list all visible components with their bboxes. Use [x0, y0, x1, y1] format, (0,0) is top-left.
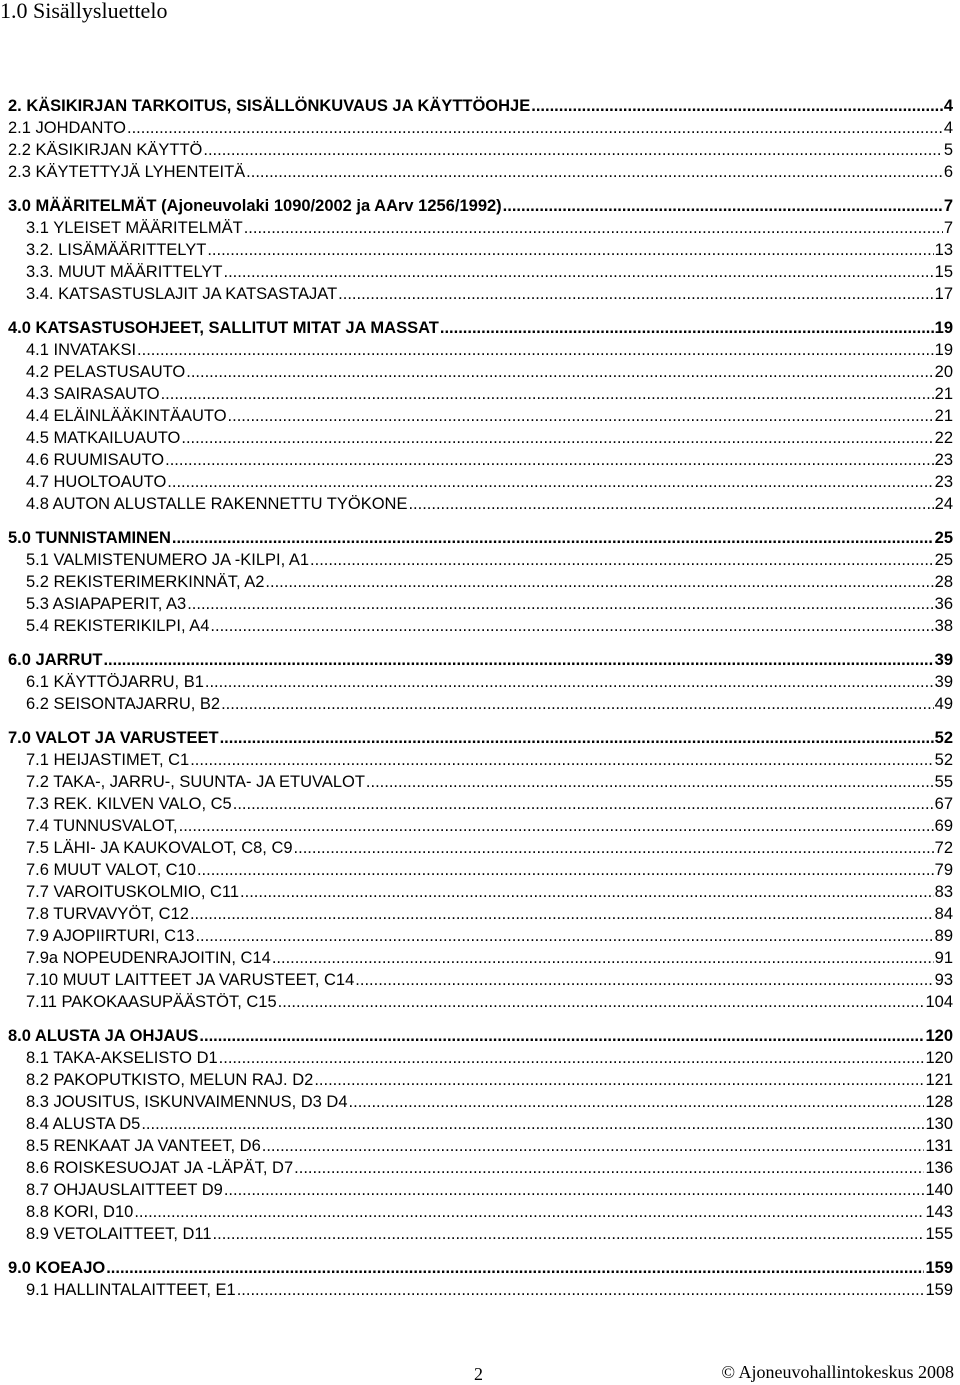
toc-entry[interactable]: [26, 1180, 953, 1200]
toc-leader-dots: [195, 926, 933, 946]
toc-entry[interactable]: [26, 494, 953, 514]
toc-entry-page: 38: [934, 617, 953, 635]
toc-entry-label: 6.0 JARRUT: [8, 651, 103, 669]
toc-entry-label: 4.7 HUOLTOAUTO: [26, 473, 167, 491]
toc-entry[interactable]: [26, 1136, 953, 1156]
toc-entry-label: 7.9a NOPEUDENRAJOITIN, C14: [26, 949, 271, 967]
toc-entry-page: 79: [934, 861, 953, 879]
toc-entry-page: 52: [934, 751, 953, 769]
toc-entry-page: 23: [934, 451, 953, 469]
toc-entry-page: 72: [934, 839, 953, 857]
toc-leader-dots: [179, 816, 934, 836]
copyright-notice: © Ajoneuvohallintokeskus 2008: [721, 1362, 954, 1382]
toc-entry-label: 9.0 KOEAJO: [8, 1259, 106, 1277]
toc-entry-label: 2.1 JOHDANTO: [8, 119, 126, 137]
toc-entry[interactable]: [26, 1224, 953, 1244]
toc-leader-dots: [240, 882, 934, 902]
toc-leader-dots: [272, 948, 934, 968]
toc-entry[interactable]: [26, 794, 953, 814]
toc-entry[interactable]: [26, 948, 953, 968]
toc-entry-label: 3.3. MUUT MÄÄRITTELYT: [26, 263, 223, 281]
toc-entry[interactable]: [26, 550, 953, 570]
toc-entry-label: 7.1 HEIJASTIMET, C1: [26, 751, 190, 769]
toc-entry[interactable]: [26, 1114, 953, 1134]
toc-entry[interactable]: [26, 284, 953, 304]
toc-entry[interactable]: [26, 340, 953, 360]
toc-entry[interactable]: [26, 772, 953, 792]
toc-entry-label: 7.9 AJOPIIRTURI, C13: [26, 927, 195, 945]
toc-entry[interactable]: [26, 694, 953, 714]
toc-entry[interactable]: [26, 572, 953, 592]
toc-entry-label: 3.4. KATSASTUSLAJIT JA KATSASTAJAT: [26, 285, 338, 303]
toc-leader-dots: [244, 218, 943, 238]
toc-entry-page: 19: [934, 341, 953, 359]
toc-entry-label: 8.9 VETOLAITTEET, D11: [26, 1225, 212, 1243]
toc-entry[interactable]: [8, 528, 953, 548]
toc-entry[interactable]: [8, 1258, 953, 1278]
toc-entry-label: 4.8 AUTON ALUSTALLE RAKENNETTU TYÖKONE: [26, 495, 408, 513]
toc-entry-page: 21: [934, 407, 953, 425]
toc-entry-page: 159: [925, 1281, 953, 1299]
toc-entry-page: 67: [934, 795, 953, 813]
toc-entry[interactable]: [26, 594, 953, 614]
toc-entry-page: 25: [934, 551, 953, 569]
toc-entry[interactable]: [26, 362, 953, 382]
toc-leader-dots: [190, 750, 933, 770]
toc-entry-label: 8.6 ROISKESUOJAT JA -LÄPÄT, D7: [26, 1159, 294, 1177]
toc-entry-label: 8.3 JOUSITUS, ISKUNVAIMENNUS, D3 D4: [26, 1093, 348, 1111]
toc-entry-page: 39: [934, 651, 953, 669]
toc-leader-dots: [199, 1026, 924, 1046]
toc-entry-page: 4: [943, 119, 953, 137]
toc-entry-label: 2.3 KÄYTETTYJÄ LYHENTEITÄ: [8, 163, 246, 181]
toc-entry[interactable]: [8, 140, 953, 160]
toc-leader-dots: [127, 118, 943, 138]
toc-entry[interactable]: [26, 616, 953, 636]
toc-entry[interactable]: [26, 926, 953, 946]
toc-entry-page: 93: [934, 971, 953, 989]
toc-leader-dots: [197, 860, 934, 880]
toc-entry-label: 8.7 OHJAUSLAITTEET D9: [26, 1181, 223, 1199]
toc-entry-label: 5.2 REKISTERIMERKINNÄT, A2: [26, 573, 265, 591]
toc-leader-dots: [103, 650, 933, 670]
toc-entry-page: 140: [925, 1181, 953, 1199]
toc-entry-page: 36: [934, 595, 953, 613]
toc-entry-label: 4.6 RUUMISAUTO: [26, 451, 165, 469]
toc-entry[interactable]: [26, 218, 953, 238]
toc-leader-dots: [167, 472, 933, 492]
toc-leader-dots: [219, 1048, 925, 1068]
toc-leader-dots: [213, 1224, 925, 1244]
toc-entry-page: 4: [943, 97, 953, 115]
toc-leader-dots: [338, 284, 933, 304]
toc-entry[interactable]: [8, 650, 953, 670]
toc-entry-label: 7.2 TAKA-, JARRU-, SUUNTA- JA ETUVALOT: [26, 773, 365, 791]
page-number: 2: [474, 1364, 483, 1384]
toc-entry[interactable]: [26, 1202, 953, 1222]
toc-entry-label: 5.1 VALMISTENUMERO JA -KILPI, A1: [26, 551, 310, 569]
toc-entry[interactable]: [26, 1158, 953, 1178]
toc-leader-dots: [187, 594, 933, 614]
toc-entry-label: 2. KÄSIKIRJAN TARKOITUS, SISÄLLÖNKUVAUS JA KÄYTTÖOHJE: [8, 97, 531, 115]
toc-entry-page: 91: [934, 949, 953, 967]
toc-entry[interactable]: [26, 992, 953, 1012]
toc-entry-label: 7.6 MUUT VALOT, C10: [26, 861, 196, 879]
toc-entry-page: 83: [934, 883, 953, 901]
toc-entry-page: 39: [934, 673, 953, 691]
toc-entry-label: 4.1 INVATAKSI: [26, 341, 137, 359]
toc-entry[interactable]: [26, 384, 953, 404]
toc-entry[interactable]: [26, 1048, 953, 1068]
toc-entry-page: 5: [943, 141, 953, 159]
toc-leader-dots: [310, 550, 934, 570]
toc-entry-page: 52: [934, 729, 953, 747]
toc-leader-dots: [265, 572, 933, 592]
toc-leader-dots: [220, 728, 934, 748]
toc-entry-page: 7: [943, 219, 953, 237]
toc-entry-page: 84: [934, 905, 953, 923]
toc-entry[interactable]: [8, 96, 953, 116]
toc-entry-label: 3.1 YLEISET MÄÄRITELMÄT: [26, 219, 243, 237]
toc-entry-label: 7.3 REK. KILVEN VALO, C5: [26, 795, 232, 813]
toc-entry-label: 8.4 ALUSTA D5: [26, 1115, 141, 1133]
toc-entry-label: 6.1 KÄYTTÖJARRU, B1: [26, 673, 204, 691]
toc-leader-dots: [233, 794, 934, 814]
toc-entry-label: 8.0 ALUSTA JA OHJAUS: [8, 1027, 199, 1045]
toc-entry[interactable]: [8, 728, 953, 748]
toc-entry-page: 131: [925, 1137, 953, 1155]
toc-entry-page: 159: [925, 1259, 953, 1277]
toc-entry[interactable]: [8, 162, 953, 182]
toc-leader-dots: [207, 240, 933, 260]
toc-entry-label: 7.11 PAKOKAASUPÄÄSTÖT, C15: [26, 993, 277, 1011]
toc-entry-page: 23: [934, 473, 953, 491]
toc-entry-label: 7.10 MUUT LAITTEET JA VARUSTEET, C14: [26, 971, 355, 989]
toc-entry-label: 5.4 REKISTERIKILPI, A4: [26, 617, 210, 635]
toc-entry-label: 3.0 MÄÄRITELMÄT (Ajoneuvolaki 1090/2002 ja AArv 1256/1992): [8, 197, 502, 215]
toc-leader-dots: [106, 1258, 924, 1278]
toc-entry-page: 13: [934, 241, 953, 259]
toc-leader-dots: [294, 838, 934, 858]
toc-entry[interactable]: [8, 1026, 953, 1046]
toc-entry-label: 4.4 ELÄINLÄÄKINTÄAUTO: [26, 407, 227, 425]
toc-entry-label: 7.4 TUNNUSVALOT,: [26, 817, 178, 835]
toc-entry[interactable]: [26, 970, 953, 990]
toc-entry-page: 130: [925, 1115, 953, 1133]
toc-leader-dots: [503, 196, 943, 216]
toc-leader-dots: [262, 1136, 925, 1156]
toc-entry[interactable]: [26, 882, 953, 902]
toc-leader-dots: [165, 450, 934, 470]
toc-entry[interactable]: [26, 904, 953, 924]
toc-leader-dots: [314, 1070, 924, 1090]
toc-entry-page: 155: [925, 1225, 953, 1243]
toc-entry[interactable]: [8, 196, 953, 216]
toc-entry-label: 5.3 ASIAPAPERIT, A3: [26, 595, 187, 613]
toc-entry-page: 24: [934, 495, 953, 513]
toc-leader-dots: [190, 904, 934, 924]
toc-entry[interactable]: [26, 816, 953, 836]
toc-entry-page: 89: [934, 927, 953, 945]
toc-entry[interactable]: [26, 838, 953, 858]
toc-leader-dots: [531, 96, 943, 116]
toc-leader-dots: [203, 140, 942, 160]
toc-entry-label: 6.2 SEISONTAJARRU, B2: [26, 695, 221, 713]
toc-entry-label: 3.2. LISÄMÄÄRITTELYT: [26, 241, 207, 259]
toc-entry[interactable]: [26, 860, 953, 880]
toc-leader-dots: [366, 772, 934, 792]
toc-entry[interactable]: [26, 1280, 953, 1300]
toc-entry-page: 7: [943, 197, 953, 215]
toc-leader-dots: [181, 428, 933, 448]
toc-entry-page: 22: [934, 429, 953, 447]
toc-entry[interactable]: [26, 1070, 953, 1090]
toc-leader-dots: [224, 262, 934, 282]
toc-entry[interactable]: [26, 750, 953, 770]
toc-entry-label: 9.1 HALLINTALAITTEET, E1: [26, 1281, 236, 1299]
toc-entry-page: 136: [925, 1159, 953, 1177]
toc-entry-page: 121: [925, 1071, 953, 1089]
toc-leader-dots: [408, 494, 933, 514]
toc-entry-label: 8.8 KORI, D10: [26, 1203, 134, 1221]
toc-leader-dots: [349, 1092, 925, 1112]
toc-leader-dots: [440, 318, 934, 338]
toc-entry-label: 7.8 TURVAVYÖT, C12: [26, 905, 189, 923]
toc-entry-page: 143: [925, 1203, 953, 1221]
toc-entry-label: 8.2 PAKOPUTKISTO, MELUN RAJ. D2: [26, 1071, 314, 1089]
toc-entry-page: 17: [934, 285, 953, 303]
toc-leader-dots: [186, 362, 933, 382]
toc-entry-page: 25: [934, 529, 953, 547]
toc-entry-page: 69: [934, 817, 953, 835]
toc-leader-dots: [134, 1202, 924, 1222]
toc-entry[interactable]: [8, 118, 953, 138]
toc-entry-page: 128: [925, 1093, 953, 1111]
toc-entry-page: 55: [934, 773, 953, 791]
toc-leader-dots: [205, 672, 934, 692]
toc-entry-label: 7.0 VALOT JA VARUSTEET: [8, 729, 219, 747]
toc-leader-dots: [246, 162, 943, 182]
toc-entry-label: 4.0 KATSASTUSOHJEET, SALLITUT MITAT JA MASSAT: [8, 319, 439, 337]
page-title: 1.0 Sisällysluettelo: [0, 0, 168, 23]
toc-entry[interactable]: [26, 450, 953, 470]
toc-entry-label: 8.1 TAKA-AKSELISTO D1: [26, 1049, 218, 1067]
toc-leader-dots: [137, 340, 934, 360]
toc-entry[interactable]: [26, 428, 953, 448]
toc-entry-label: 8.5 RENKAAT JA VANTEET, D6: [26, 1137, 261, 1155]
toc-entry-label: 7.5 LÄHI- JA KAUKOVALOT, C8, C9: [26, 839, 293, 857]
toc-entry-page: 19: [934, 319, 953, 337]
toc-entry[interactable]: [26, 240, 953, 260]
toc-leader-dots: [278, 992, 925, 1012]
toc-leader-dots: [141, 1114, 924, 1134]
toc-entry-label: 4.2 PELASTUSAUTO: [26, 363, 186, 381]
toc-entry-page: 49: [934, 695, 953, 713]
toc-entry-label: 2.2 KÄSIKIRJAN KÄYTTÖ: [8, 141, 203, 159]
toc-leader-dots: [237, 1280, 925, 1300]
toc-leader-dots: [161, 384, 934, 404]
toc-entry-page: 15: [934, 263, 953, 281]
toc-entry-page: 21: [934, 385, 953, 403]
toc-leader-dots: [294, 1158, 924, 1178]
toc-entry[interactable]: [26, 672, 953, 692]
toc-leader-dots: [172, 528, 934, 548]
toc-entry-page: 28: [934, 573, 953, 591]
toc-entry-label: 7.7 VAROITUSKOLMIO, C11: [26, 883, 240, 901]
toc-entry[interactable]: [26, 406, 953, 426]
toc-entry-page: 6: [943, 163, 953, 181]
toc-entry[interactable]: [26, 1092, 953, 1112]
toc-entry-label: 4.3 SAIRASAUTO: [26, 385, 160, 403]
toc-entry-page: 104: [925, 993, 953, 1011]
toc-entry[interactable]: [26, 262, 953, 282]
toc-entry-page: 20: [934, 363, 953, 381]
toc-leader-dots: [224, 1180, 925, 1200]
toc-entry[interactable]: [8, 318, 953, 338]
toc-leader-dots: [355, 970, 933, 990]
toc-leader-dots: [228, 406, 934, 426]
toc-leader-dots: [221, 694, 934, 714]
toc-entry[interactable]: [26, 472, 953, 492]
toc-entry-page: 120: [925, 1027, 953, 1045]
toc-leader-dots: [210, 616, 933, 636]
toc-entry-label: 4.5 MATKAILUAUTO: [26, 429, 181, 447]
toc-entry-label: 5.0 TUNNISTAMINEN: [8, 529, 171, 547]
toc-entry-page: 120: [925, 1049, 953, 1067]
